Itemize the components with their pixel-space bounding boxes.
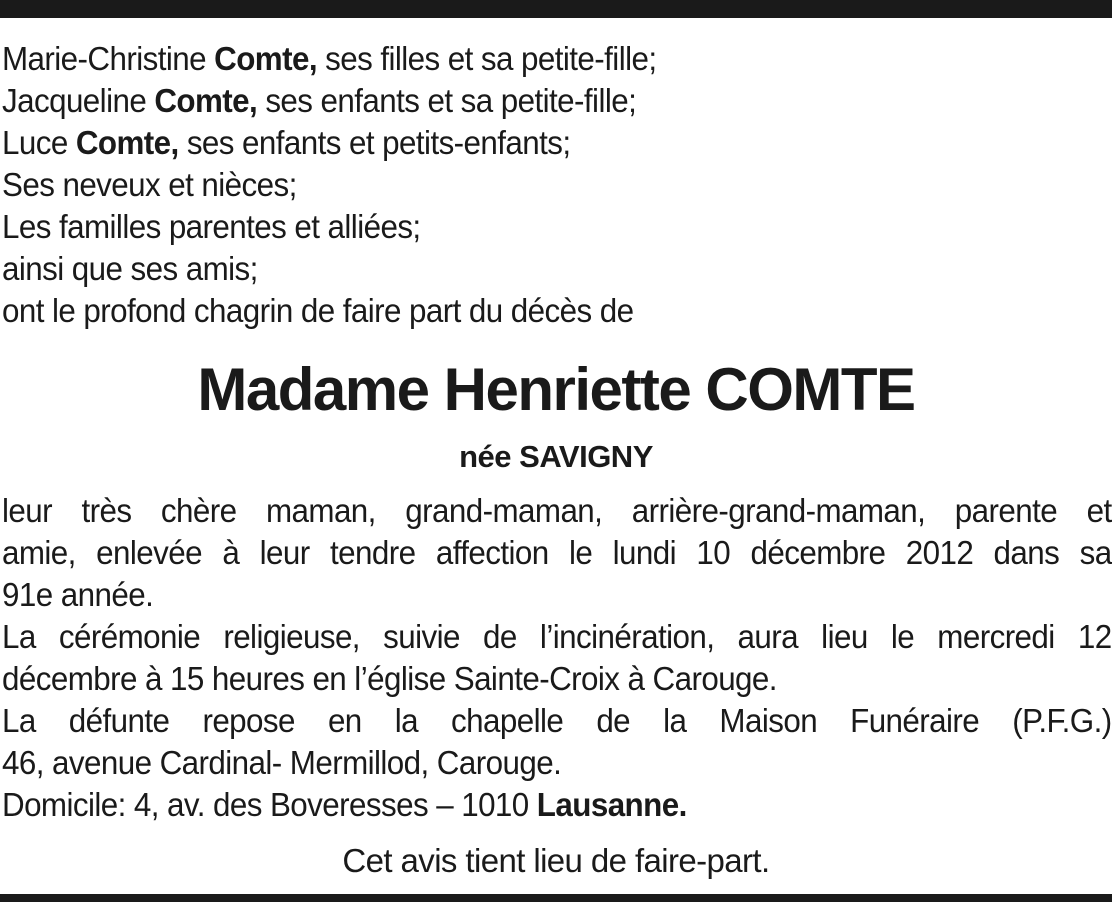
deceased-block [0, 352, 1112, 476]
family-line: Ses neveux et nièces; [2, 166, 297, 203]
body-line: 46, avenue Cardinal- Mermillod, Carouge. [2, 744, 562, 781]
maiden-name: née SAVIGNY [459, 439, 653, 474]
family-line: ainsi que ses amis; [2, 250, 258, 287]
deceased-name: Madame Henriette COMTE [197, 356, 915, 423]
top-rule [0, 0, 1112, 18]
family-line: Les familles parentes et alliées; [2, 208, 421, 245]
announcement-intro: ont le profond chagrin de faire part du décès de [2, 292, 634, 329]
body-line: 91e année. [2, 576, 154, 613]
bottom-rule [0, 894, 1112, 902]
body-line: amie, enlevée à leur tendre affection le lundi 10 décembre 2012 dans sa [2, 534, 1112, 571]
notice-body [2, 490, 1112, 826]
body-line: leur très chère maman, grand-maman, arrière-grand-maman, parente et [2, 492, 1112, 529]
domicile-city: Lausanne. [536, 786, 687, 823]
family-announcement [2, 38, 1053, 332]
body-line: La défunte repose en la chapelle de la Maison Funéraire (P.F.G.) [2, 702, 1112, 739]
body-line: décembre à 15 heures en l’église Sainte-Croix à Carouge. [2, 660, 777, 697]
family-line: Luce Comte, ses enfants et petits-enfants; [2, 124, 571, 161]
body-line: La cérémonie religieuse, suivie de l’incinération, aura lieu le mercredi 12 [2, 618, 1112, 655]
family-line: Jacqueline Comte, ses enfants et sa petite-fille; [2, 82, 637, 119]
domicile-line: Domicile: 4, av. des Boveresses – 1010 Lausanne. [2, 786, 687, 823]
footer-note: Cet avis tient lieu de faire-part. [342, 842, 770, 879]
family-line: Marie-Christine Comte, ses filles et sa petite-fille; [2, 40, 657, 77]
